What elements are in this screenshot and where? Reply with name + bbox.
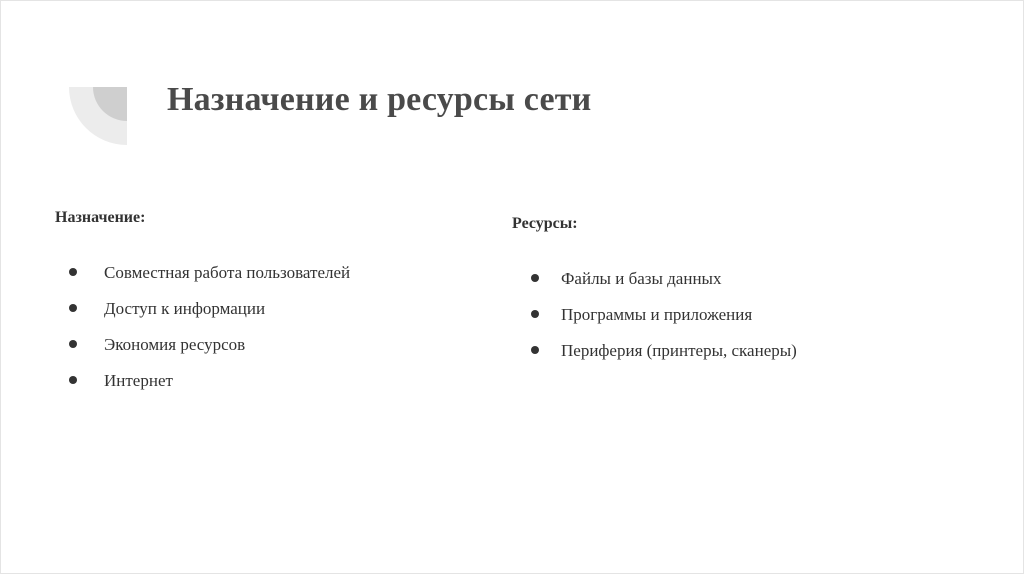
list-item-text: Доступ к информации <box>104 299 266 318</box>
bullet-dot-icon <box>531 310 539 318</box>
list-item-text: Файлы и базы данных <box>561 269 722 288</box>
bullet-dot-icon <box>69 376 77 384</box>
purpose-column <box>55 209 351 407</box>
bullet-dot-icon <box>531 346 539 354</box>
list-item-text: Программы и приложения <box>561 305 753 324</box>
purpose-list <box>55 263 351 407</box>
list-item <box>512 305 753 341</box>
list-item-text: Экономия ресурсов <box>104 335 246 354</box>
bullet-dot-icon <box>69 268 77 276</box>
decorative-quarter-circle-shape <box>69 87 127 145</box>
list-item <box>512 269 722 305</box>
list-item <box>55 263 351 299</box>
resources-list <box>512 269 797 377</box>
list-item-text: Интернет <box>104 371 173 390</box>
resources-column <box>512 215 797 377</box>
list-item <box>55 371 173 407</box>
list-item-text: Периферия (принтеры, сканеры) <box>561 341 797 360</box>
list-item-text: Совместная работа пользователей <box>104 263 351 282</box>
bullet-dot-icon <box>69 304 77 312</box>
purpose-heading: Назначение: <box>55 209 146 226</box>
slide-title: Назначение и ресурсы сети <box>167 81 592 118</box>
list-item <box>512 341 797 377</box>
resources-heading: Ресурсы: <box>512 215 578 232</box>
list-item <box>55 335 246 371</box>
bullet-dot-icon <box>531 274 539 282</box>
list-item <box>55 299 266 335</box>
bullet-dot-icon <box>69 340 77 348</box>
